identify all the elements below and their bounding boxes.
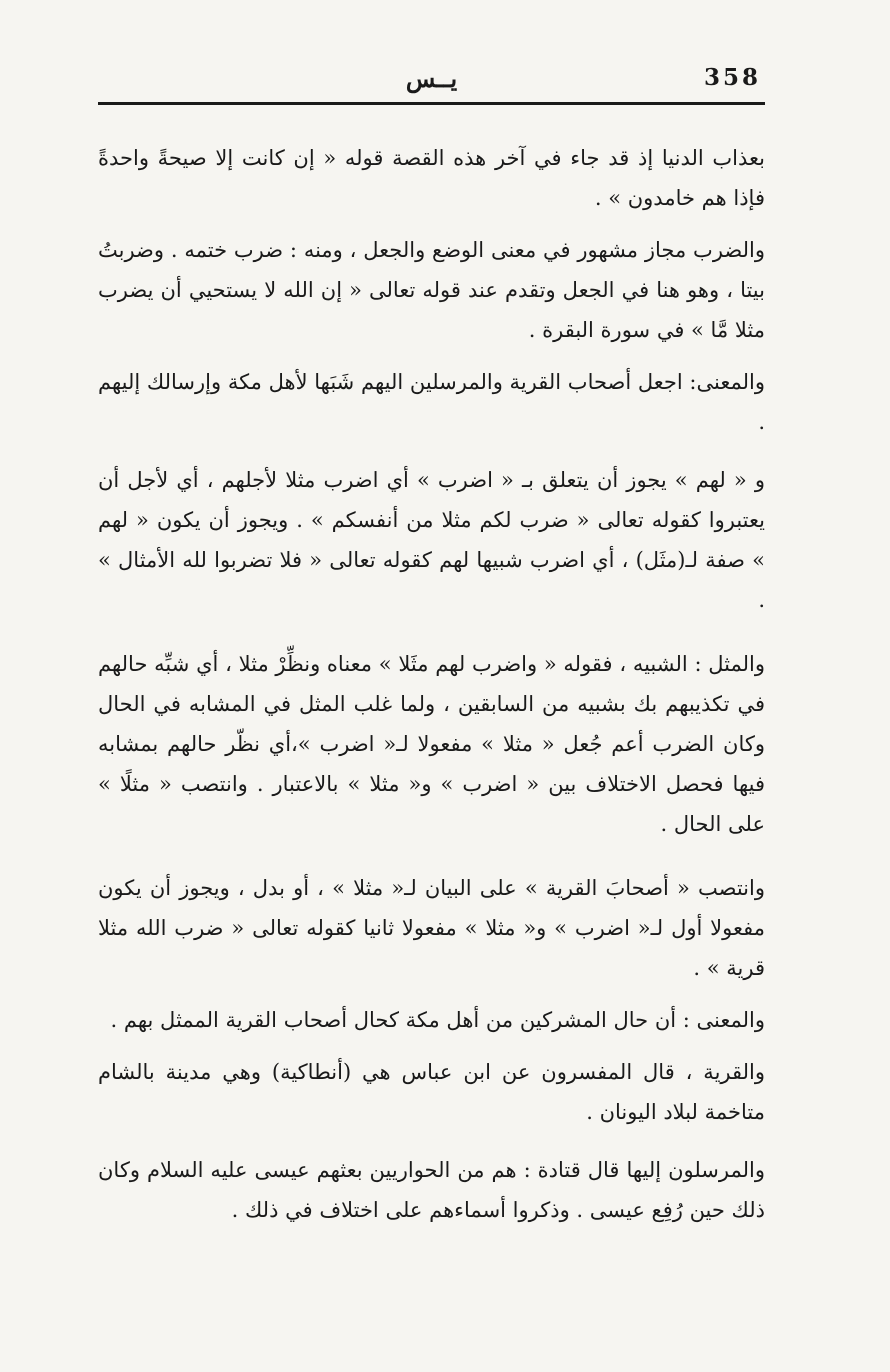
paragraph: والمثل : الشبيه ، فقوله « واضرب لهم مثَلا » معناه ونظِّرْ مثلا ، أي شبِّه حالهم في تكذيبهم بك بشبيه من السابقين ، ولما غلب المثل في المشابه في الحال وكان الضرب أعم جُعل « مثلا » مفعولا لـ« اضرب »،أي نظّر حالهم بمشابه فيها فحصل الاختلاف بين « اضرب » و« مثلا » بالاعتبار . وانتصب « مثلًا » على الحال . — [98, 652, 765, 836]
paragraph: وانتصب « أصحابَ القرية » على البيان لـ« مثلا » ، أو بدل ، ويجوز أن يكون مفعولا أول لـ« اضرب » و« مثلا » مفعولا ثانيا كقوله تعالى « ضرب الله مثلا قرية » . — [98, 876, 765, 980]
running-head: يــس — [405, 64, 458, 93]
paragraph: بعذاب الدنيا إذ قد جاء في آخر هذه القصة قوله « إن كانت إلا صيحةً واحدةً فإذا هم خامدون » . — [98, 146, 765, 210]
paragraph: والمعنى : أن حال المشركين من أهل مكة كحال أصحاب القرية الممثل بهم . — [110, 1008, 765, 1032]
page-header — [98, 58, 765, 108]
header-rule — [98, 102, 765, 105]
paragraph: والمرسلون إليها قال قتادة : هم من الحواريين بعثهم عيسى عليه السلام وكان ذلك حين رُفِع عيسى . وذكروا أسماءهم على اختلاف في ذلك . — [98, 1158, 765, 1222]
paragraph: والمعنى: اجعل أصحاب القرية والمرسلين اليهم شَبَها لأهل مكة وإرسالك إليهم . — [98, 370, 765, 434]
paragraph: والضرب مجاز مشهور في معنى الوضع والجعل ، ومنه : ضرب ختمه . وضربتُ بيتا ، وهو هنا في الجعل وتقدم عند قوله تعالى « إن الله لا يستحيي أن يضرب مثلا مَّا » في سورة البقرة . — [98, 238, 765, 342]
body-text — [98, 138, 765, 1230]
page-number: 358 — [703, 64, 761, 91]
paragraph: والقرية ، قال المفسرون عن ابن عباس هي (أنطاكية) وهي مدينة بالشام متاخمة لبلاد اليونان . — [98, 1060, 765, 1124]
paragraph: و « لهم » يجوز أن يتعلق بـ « اضرب » أي اضرب مثلا لأجلهم ، أي لأجل أن يعتبروا كقوله تعالى « ضرب لكم مثلا من أنفسكم » . ويجوز أن يكون « لهم » صفة لـ(مثَل) ، أي اضرب شبيها لهم كقوله تعالى « فلا تضربوا لله الأمثال » . — [98, 468, 765, 612]
